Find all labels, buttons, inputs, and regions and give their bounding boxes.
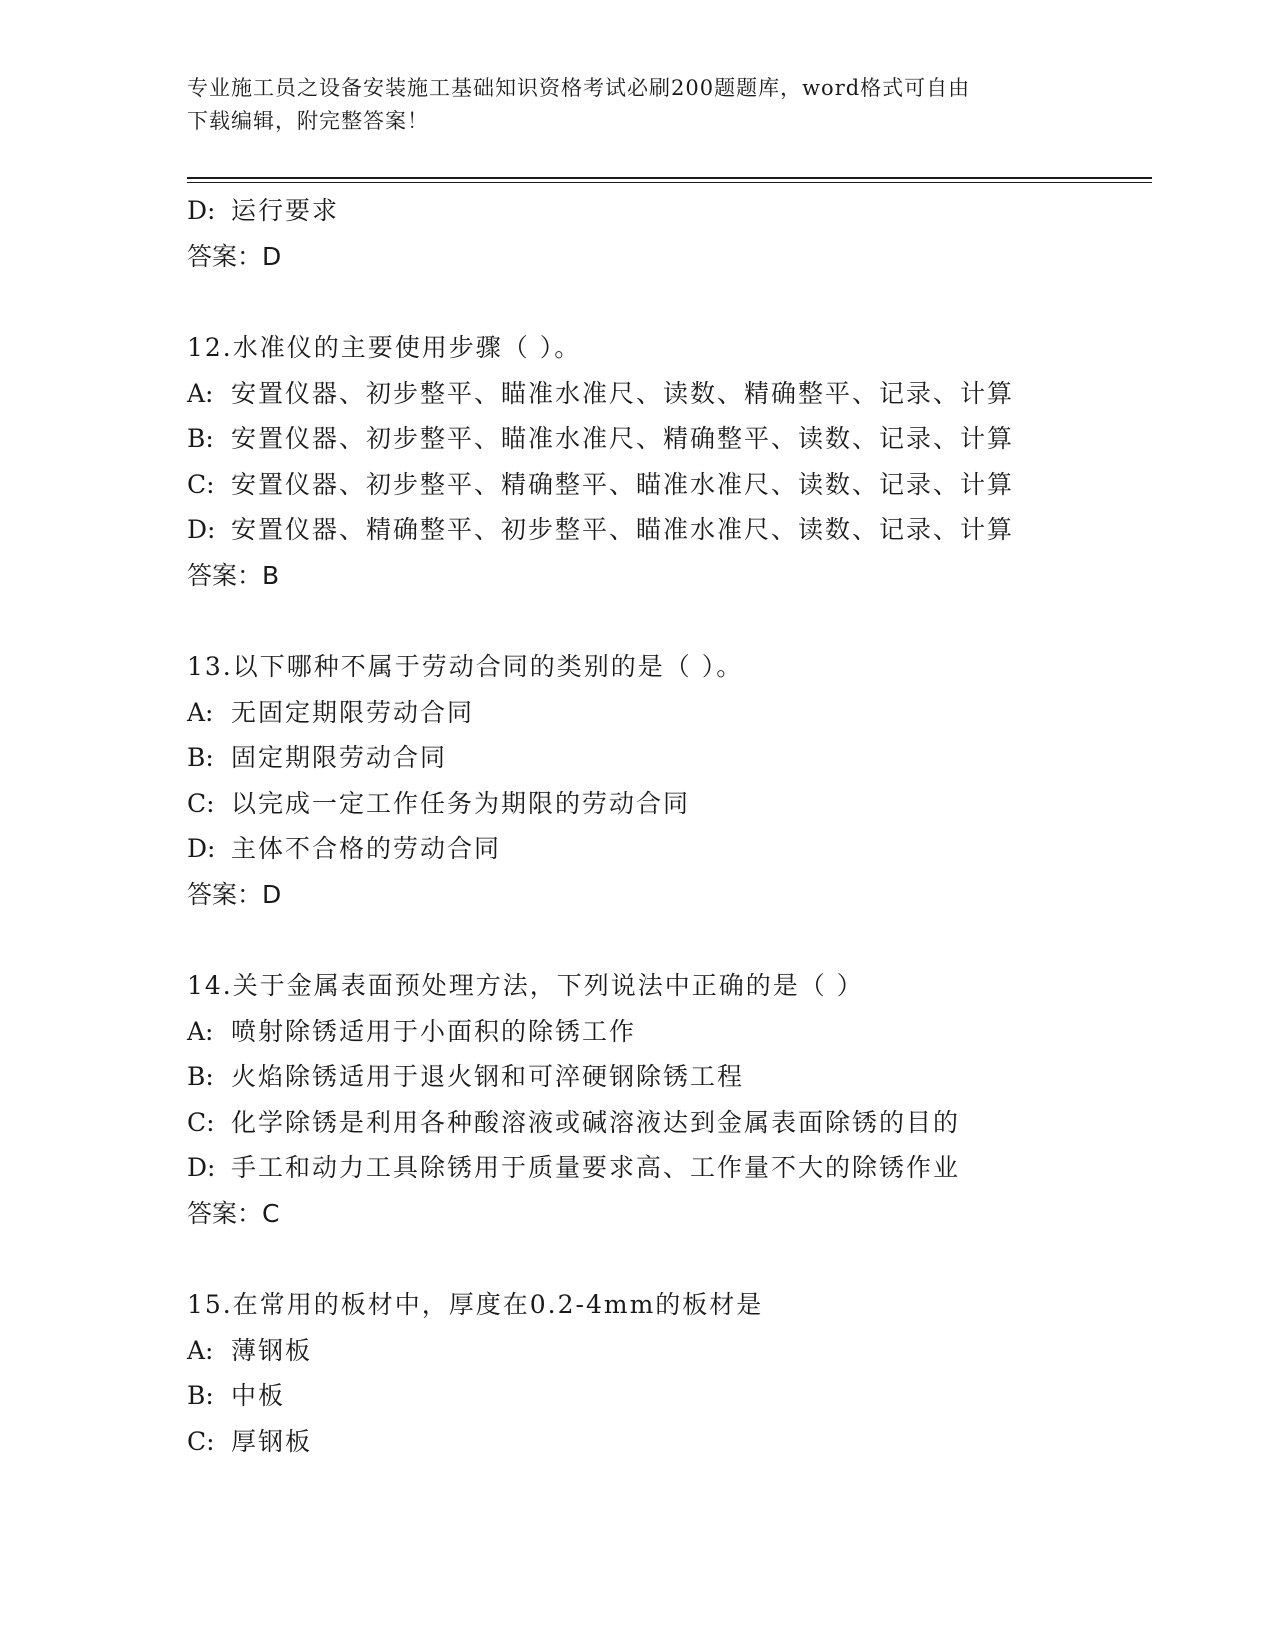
spacer (187, 598, 1152, 644)
question-stem-13: 13.以下哪种不属于劳动合同的类别的是（ ）。 (187, 652, 744, 681)
option-label: B: (187, 1381, 214, 1410)
option-text: 安置仪器、精确整平、初步整平、瞄准水准尺、读数、记录、计算 (231, 515, 1015, 544)
prev-option-d (187, 188, 1152, 234)
answer-12: 答案：B (187, 560, 280, 590)
option-label: A: (187, 1335, 214, 1365)
question-stem-15: 15.在常用的板材中，厚度在0.2-4mm的板材是 (187, 1290, 764, 1319)
question-list (187, 188, 1152, 1464)
option-label: D: (187, 515, 216, 544)
option-15-a (187, 1328, 1152, 1374)
option-text: 运行要求 (231, 196, 340, 225)
option-label: D: (187, 1153, 216, 1182)
option-text: 安置仪器、初步整平、精确整平、瞄准水准尺、读数、记录、计算 (231, 469, 1015, 499)
option-text: 主体不合格的劳动合同 (231, 834, 502, 863)
question-stem-14: 14.关于金属表面预处理方法，下列说法中正确的是（ ） (187, 971, 864, 1000)
answer-13: 答案：D (187, 879, 282, 909)
document-header (187, 72, 1067, 138)
option-14-a (187, 1009, 1152, 1055)
option-label: D: (187, 834, 216, 863)
option-label: A: (187, 1016, 214, 1046)
option-label: C: (187, 1107, 215, 1137)
option-label: B: (187, 424, 214, 453)
option-text: 以完成一定工作任务为期限的劳动合同 (231, 788, 691, 818)
option-text: 安置仪器、初步整平、瞄准水准尺、精确整平、读数、记录、计算 (231, 424, 1015, 453)
option-12-c (187, 462, 1152, 508)
option-label: D: (187, 196, 216, 225)
option-14-b (187, 1054, 1152, 1100)
option-text: 中板 (231, 1381, 286, 1410)
option-text: 薄钢板 (231, 1335, 313, 1365)
option-13-b (187, 735, 1152, 781)
header-line-1: 专业施工员之设备安装施工基础知识资格考试必刷200题题库，word格式可自由 (187, 76, 971, 100)
option-12-d (187, 507, 1152, 553)
option-15-b (187, 1373, 1152, 1419)
option-15-c (187, 1419, 1152, 1465)
option-label: A: (187, 378, 214, 408)
option-label: C: (187, 469, 215, 499)
option-13-c (187, 781, 1152, 827)
option-text: 厚钢板 (231, 1426, 313, 1456)
option-14-c (187, 1100, 1152, 1146)
header-line-2: 下载编辑，附完整答案！ (187, 109, 429, 133)
option-text: 固定期限劳动合同 (231, 743, 448, 772)
option-text: 火焰除锈适用于退火钢和可淬硬钢除锈工程 (231, 1062, 745, 1091)
spacer (187, 279, 1152, 325)
option-label: B: (187, 1062, 214, 1091)
option-label: C: (187, 788, 215, 818)
option-12-a (187, 371, 1152, 417)
option-text: 无固定期限劳动合同 (231, 697, 475, 727)
spacer (187, 917, 1152, 963)
option-text: 喷射除锈适用于小面积的除锈工作 (231, 1016, 637, 1046)
header-divider-thick (187, 177, 1152, 179)
spacer (187, 1236, 1152, 1282)
header-divider-thin (187, 182, 1152, 183)
option-label: A: (187, 697, 214, 727)
prev-answer: 答案：D (187, 241, 282, 271)
option-text: 手工和动力工具除锈用于质量要求高、工作量不大的除锈作业 (231, 1153, 961, 1182)
option-12-b (187, 416, 1152, 462)
option-text: 安置仪器、初步整平、瞄准水准尺、读数、精确整平、记录、计算 (231, 378, 1015, 408)
answer-14: 答案：C (187, 1198, 280, 1228)
option-13-a (187, 690, 1152, 736)
option-text: 化学除锈是利用各种酸溶液或碱溶液达到金属表面除锈的目的 (231, 1107, 961, 1137)
question-stem-12: 12.水准仪的主要使用步骤（ ）。 (187, 333, 582, 362)
option-14-d (187, 1145, 1152, 1191)
option-label: C: (187, 1426, 215, 1456)
option-13-d (187, 826, 1152, 872)
option-label: B: (187, 743, 214, 772)
